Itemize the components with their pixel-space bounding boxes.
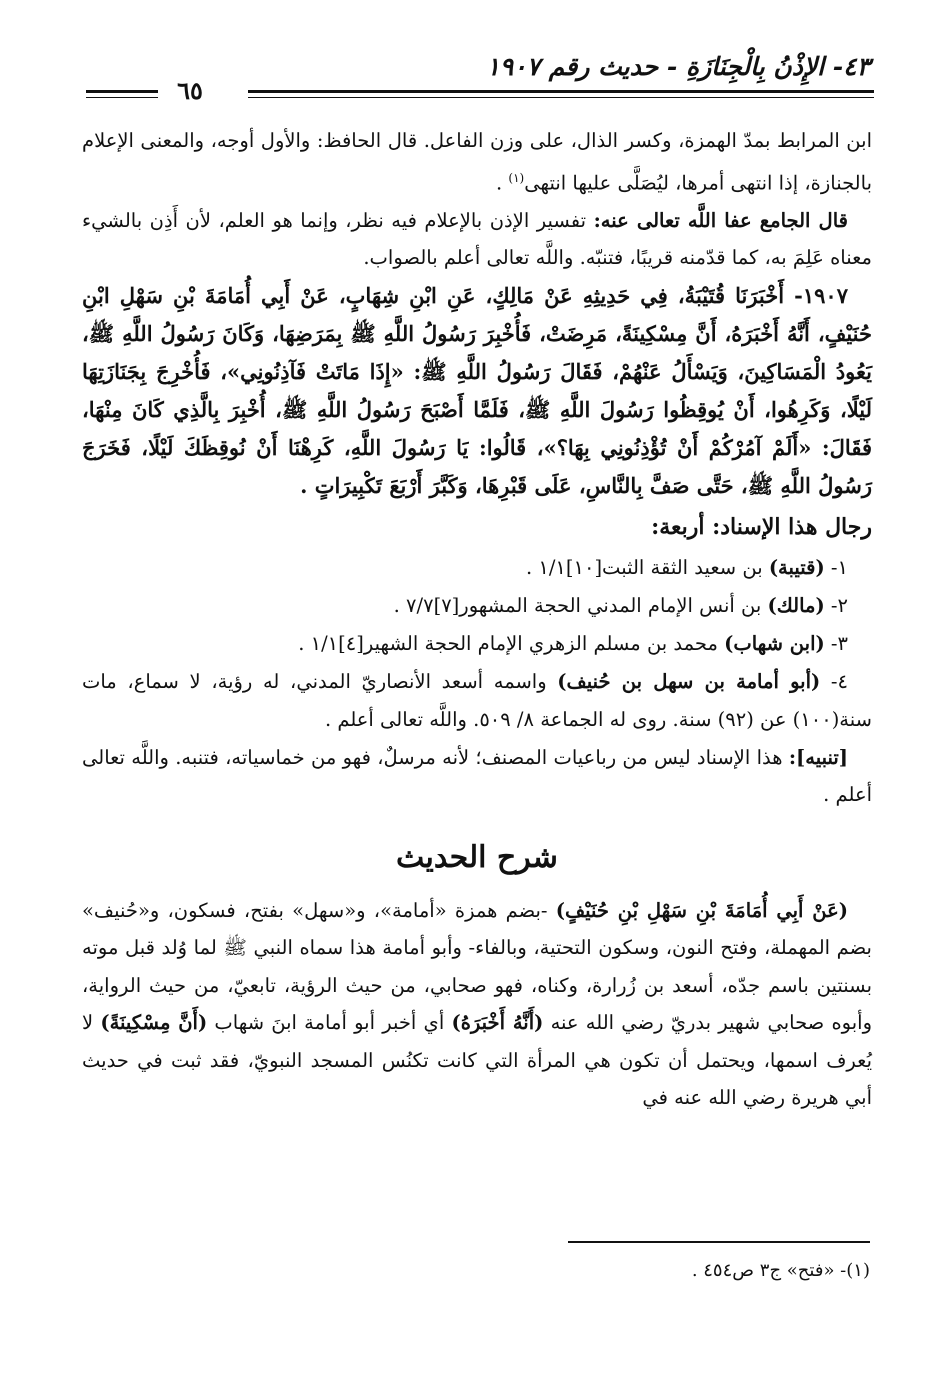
intro-line-1: ابن المرابط بمدّ الهمزة، وكسر الذال، على وزن الفاعل. قال الحافظ: والأول أوجه، [210,129,872,152]
footnote: (١)- «فتح» ج٣ ص٤٥٤ . [691,1260,870,1281]
header-rule-left-thick [86,90,158,93]
rijal-heading: رجال هذا الإسناد: أربعة: [651,513,872,540]
narrator-desc: بن أنس الإمام المدني الحجة المشهور[٧]٧/٧ . [393,593,768,617]
hadith-text: ١٩٠٧- أَخْبَرَنَا قُتَيْبَةُ، فِي حَدِيثِهِ عَنْ مَالِكٍ، عَنِ ابْنِ شِهَابٍ، عَنْ أَبِي أُمَامَةَ بْنِ سَهْلِ ابْنِ حُنَيْفٍ، أَنَّهُ أَخْبَرَهُ، أَنَّ مِسْكِينَةً، مَرِضَتْ، فَأُخْبِرَ رَسُولُ اللَّهِ ﷺ بِمَرَضِهَا، وَكَانَ رَسُولُ اللَّهِ ﷺ، يَعُودُ الْمَسَاكِينَ، وَيَسْأَلُ عَنْهُمْ، فَقَالَ رَسُولُ اللَّهِ ﷺ: «إِذَا مَاتَتْ فَآذِنُونِي»، فَأُخْرِجَ بِجَنَازَتِهَا لَيْلًا، وَكَرِهُوا، أَنْ يُوقِظُوا رَسُولَ اللَّهِ ﷺ، فَلَمَّا أَصْبَحَ رَسُولُ اللَّهِ ﷺ، أُخْبِرَ بِالَّذِي كَانَ مِنْهَا، فَقَالَ: «أَلَمْ آمُرْكُمْ أَنْ تُؤْذِنُونِي بِهَا؟»، قَالُوا: يَا رَسُولَ اللَّهِ، كَرِهْنَا أَنْ نُوقِظَكَ لَيْلًا، فَخَرَجَ رَسُولُ اللَّهِ ﷺ، حَتَّى صَفَّ بِالنَّاسِ، عَلَى قَبْرِهَا، وَكَبَّرَ أَرْبَعَ تَكْبِيرَاتٍ . [82,282,872,498]
running-header-title: ٤٣- الإِذْنُ بِالْجِنَازَةِ - حديث رقم ١٩٠٧ [486,52,870,81]
intro-paragraph [82,122,872,202]
sharh-quote-1: (عَنْ أَبِي أُمَامَةَ بْنِ سَهْلِ بْنِ حُنَيْفٍ) [555,898,848,922]
sharh-quote-3: (أَنَّ مِسْكِينَةً) [100,1011,208,1034]
footnote-marker: (١) [508,170,525,185]
narrator-number: ٣- [824,631,848,655]
sharh-quote-2: (أَنَّهُ أَخْبَرَهُ) [451,1011,544,1034]
narrator-number: ٤- [820,669,848,693]
page-body [82,122,872,1117]
jami-note [82,202,872,277]
sharh-paragraph [82,892,872,1117]
jami-note-text: تفسير الإذن بالإعلام فيه نظر، وإنما هو العلم، لأن أَذِن بالشيء معناه عَلِمَ به، كما قدّمنه قريبًا، فتنبّه. واللَّه تعالى أعلم بالصواب. [82,208,872,269]
header-rule-left-thin [86,97,158,98]
intro-line-2: والمعنى الإعلام بالجنازة، إذا انتهى أمرها، ليُصَلَّى عليها انتهى [82,129,872,194]
sharh-heading: شرح الحديث [396,839,558,875]
footnote-rule [568,1241,870,1243]
sharh-text-3: لا يُعرف اسمها، ويحتمل أن تكون هي المرأة التي كانت تكنُس المسجد النبويّ، فقد ثبت في حديث أبي هريرة رضي الله عنه في [82,1011,872,1109]
narrator-name: (أبو أمامة بن سهل بن حُنيف) [557,669,821,693]
intro-line-2-end: . [495,171,509,194]
narrator-item [82,587,872,625]
narrator-number: ١- [824,555,848,579]
narrator-desc: بن سعيد الثقة الثبت[١٠]١/١ . [525,555,769,579]
tanbih-text: هذا الإسناد ليس من رباعيات المصنف؛ لأنه مرسلٌ، فهو من خماسياته، فتنبه. واللَّه تعالى أعلم . [82,745,872,806]
tanbih-note [82,739,872,814]
tanbih-label: [تنبيه]: [788,745,848,769]
narrator-name: (مالك) [767,593,825,617]
page-number: ٦٥ [177,76,203,105]
header-rule-right-thick [248,90,874,93]
jami-note-label: قال الجامع عفا اللَّه تعالى عنه: [593,208,848,232]
narrator-item [82,663,872,739]
sharh-text-2: أي أخبر أبو أمامة ابنَ شهاب [207,1011,452,1034]
header-rule-right-thin [248,97,874,98]
narrator-item [82,625,872,663]
sharh-text-1: -بضم همزة «أمامة»، و«سهل» بفتح، فسكون، و«حُنيف» بضم المهملة، وفتح النون، وسكون التحتية، وبالفاء- وأبو أمامة هذا سماه النبي ﷺ لما وُلد قبل موته بسنتين باسم جدّه، أسعد بن زُرارة، وكناه، فهو صحابي، من حيث الرؤية، تابعيّ، من حيث الرواية، وأبوه صحابي شهير بدريّ رضي الله عنه [82,898,873,1034]
narrator-name: (قتيبة) [768,555,825,579]
narrator-desc: واسمه أسعد الأنصاريّ المدني، له رؤية، لا سماع، مات سنة(١٠٠) عن (٩٢) سنة. روى له الجماعة ٨/ ٥٠٩. واللَّه تعالى أعلم . [82,669,872,731]
narrator-name: (ابن شهاب) [724,631,825,655]
narrator-item [82,549,872,587]
narrator-desc: محمد بن مسلم الزهري الإمام الحجة الشهير[٤]١/١ . [298,631,725,655]
narrator-number: ٢- [824,593,848,617]
